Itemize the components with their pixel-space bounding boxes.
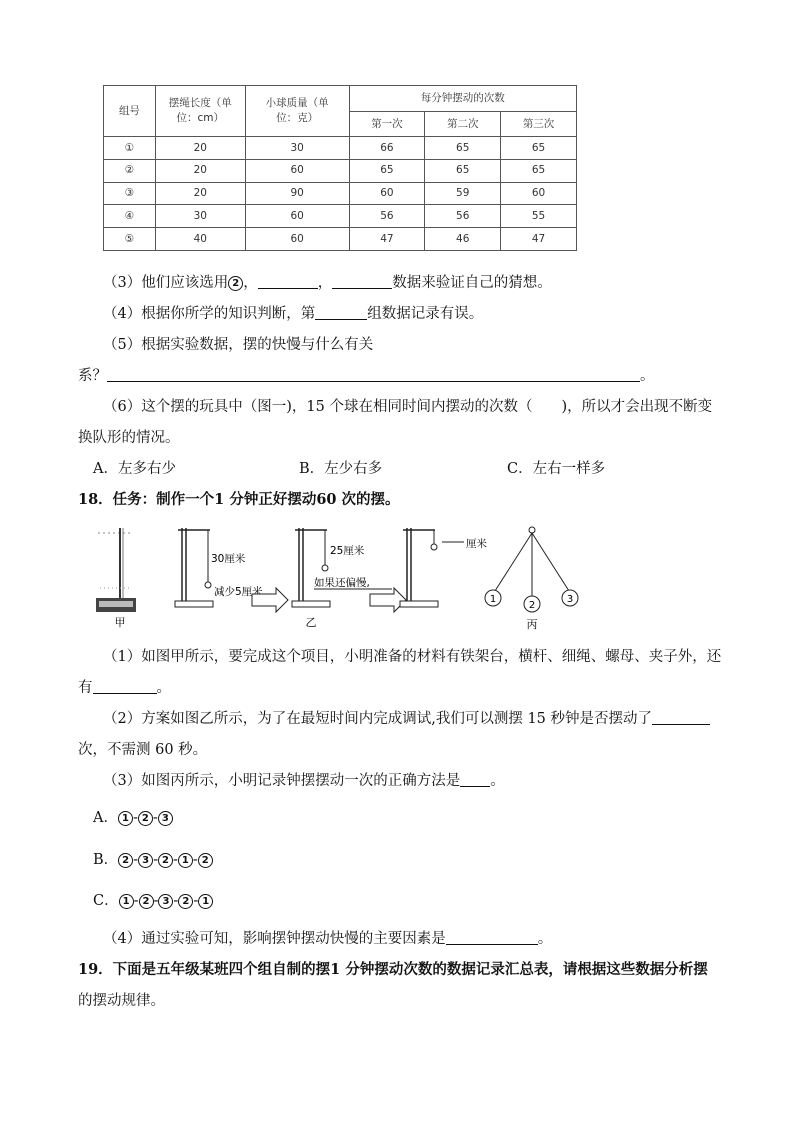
answer-blank[interactable] [652,710,710,725]
table-row [104,228,577,251]
q17-part4: （4）根据你所学的知识判断，第 组数据记录有误。 [103,306,484,322]
q18-option-c[interactable]: C． 1 - 2 - 3 - 2 - 1 [93,889,213,910]
figure-jia-photo [96,528,136,629]
q19-line2: 的摆动规律。 [78,993,165,1009]
cell-count-3: 55 [501,205,577,228]
q17-part5: （5）根据实验数据，摆的快慢与什么有关 [103,337,374,353]
cell-length: 20 [155,182,245,205]
header-third: 第三次 [501,112,577,137]
cell-count-1: 66 [349,137,425,160]
answer-blank[interactable] [446,930,538,945]
label-bing: 丙 [526,618,538,631]
svg-text:厘米: 厘米 [466,538,487,550]
cell-mass: 60 [245,159,349,182]
cell-count-3: 65 [501,159,577,182]
q18-option-b[interactable]: B． 2 - 3 - 2 - 1 - 2 [93,848,213,869]
header-first: 第一次 [349,112,425,137]
cell-length: 20 [155,137,245,160]
cell-count-3: 47 [501,228,577,251]
svg-text:30厘米: 30厘米 [211,553,246,565]
answer-blank[interactable] [258,274,318,289]
cell-count-1: 56 [349,205,425,228]
q17-option-b[interactable]: B．左少右多 [299,461,383,477]
q18-part3: （3）如图丙所示，小明记录钟摆摆动一次的正确方法是 。 [103,773,505,789]
q17-option-c[interactable]: C．左右一样多 [507,461,606,477]
q18-part1-cont: 有 。 [78,680,171,696]
table-row [104,159,577,182]
cell-count-2: 65 [425,137,501,160]
label-jia: 甲 [114,616,126,629]
q17-part6: （6）这个摆的玩具中（图一)，15 个球在相同时间内摆动的次数（ )，所以才会出现不断变 [103,399,713,415]
cell-count-3: 65 [501,137,577,160]
label-yi: 乙 [305,616,317,629]
cell-count-1: 65 [349,159,425,182]
figure-yi-stand-2 [292,528,370,629]
pendulum-figure [90,518,574,633]
cell-group: ① [104,137,156,160]
cell-group: ⑤ [104,228,156,251]
q18-option-a[interactable]: A． 1 - 2 - 3 [93,806,173,827]
svg-text:1: 1 [489,594,497,605]
q17-part6-cont: 换队形的情况。 [78,430,180,446]
svg-text:25厘米: 25厘米 [330,545,365,557]
cell-group: ② [104,159,156,182]
q18-part1: （1）如图甲所示，要完成这个项目，小明准备的材料有铁架台，横杆、细绳、螺母、夹子外，还 [103,649,722,665]
cell-group: ④ [104,205,156,228]
q17-option-a[interactable]: A．左多右少 [93,461,176,477]
cell-count-2: 65 [425,159,501,182]
table-row [104,182,577,205]
answer-blank[interactable] [332,274,392,289]
cell-length: 20 [155,159,245,182]
table-row [104,137,577,160]
answer-blank[interactable] [315,305,367,320]
svg-text:减少5厘米: 减少5厘米 [214,586,263,598]
header-second: 第二次 [425,112,501,137]
cell-group: ③ [104,182,156,205]
q18-title: 18．任务：制作一个1 分钟正好摆动60 次的摆。 [78,491,400,508]
cell-mass: 90 [245,182,349,205]
cell-mass: 30 [245,137,349,160]
q17-part5-cont: 系？ 。 [78,368,655,384]
cell-count-1: 47 [349,228,425,251]
arrow-icon [370,588,406,612]
header-rope-length: 摆绳长度（单位：cm） [155,86,245,137]
cell-count-2: 59 [425,182,501,205]
figure-bing [485,527,578,631]
svg-text:如果还偏慢,: 如果还偏慢, [314,577,370,589]
q17-part3: （3）他们应该选用 2 ， ， 数据来验证自己的猜想。 [103,275,552,291]
header-group: 组号 [104,86,156,137]
pendulum-data-table [103,85,577,251]
q18-part2-cont: 次，不需测 60 秒。 [78,742,208,758]
answer-blank[interactable] [107,367,640,382]
answer-blank[interactable] [93,679,157,694]
cell-mass: 60 [245,228,349,251]
svg-text:3: 3 [566,594,574,605]
header-ball-mass: 小球质量（单位：克） [245,86,349,137]
cell-mass: 60 [245,205,349,228]
cell-count-2: 56 [425,205,501,228]
cell-count-2: 46 [425,228,501,251]
table-row [104,205,577,228]
q19-line1: 19．下面是五年级某班四个组自制的摆1 分钟摆动次数的数据记录汇总表，请根据这些数据分析摆 [78,961,708,978]
cell-length: 30 [155,205,245,228]
figure-yi-stand-3 [400,528,487,607]
cell-count-3: 60 [501,182,577,205]
q18-part2: （2）方案如图乙所示，为了在最短时间内完成调试,我们可以测摆 15 秒钟是否摆动了 [103,707,710,728]
cell-count-1: 60 [349,182,425,205]
cell-length: 40 [155,228,245,251]
circled-number: 2 [228,276,243,291]
svg-text:2: 2 [528,600,536,611]
header-counts: 每分钟摆动的次数 [349,86,576,112]
answer-blank[interactable] [460,772,490,787]
figure-yi-stand-1 [175,528,263,607]
q18-part4: （4）通过实验可知，影响摆钟摆动快慢的主要因素是 。 [103,931,553,947]
